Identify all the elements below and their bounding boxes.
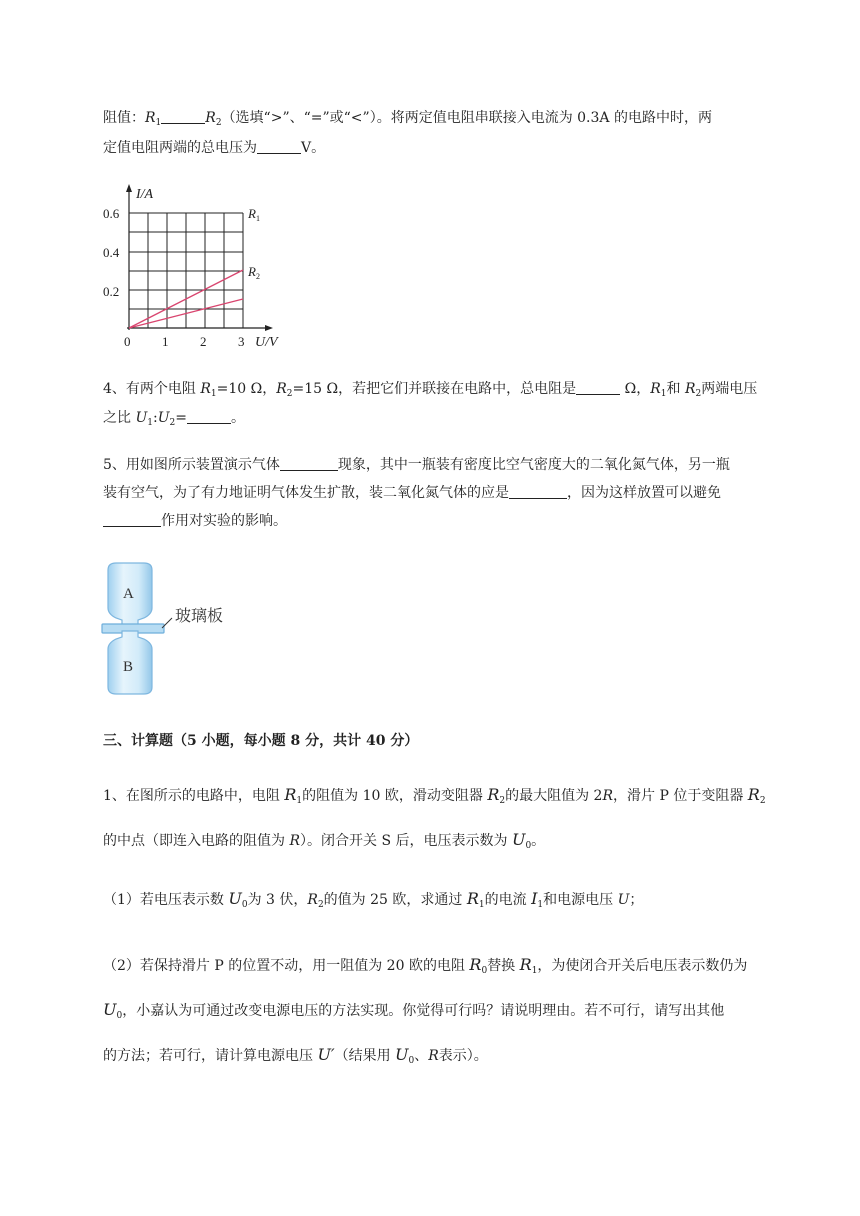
r2-symbol: R bbox=[205, 110, 216, 126]
y-axis-arrow bbox=[126, 184, 132, 192]
x-tick-3: 3 bbox=[238, 334, 245, 349]
q4-line-2: 之比 $U_1:U_2=$ 。 bbox=[103, 410, 245, 428]
answer-blank[interactable] bbox=[187, 409, 231, 424]
y-tick-0-6: 0.6 bbox=[103, 206, 120, 221]
section-heading: 三、计算题（5 小题，每小题 8 分，共计 40 分） bbox=[103, 733, 419, 749]
q5-line-2: 装有空气，为了有力地证明气体发生扩散，装二氧化氮气体的应是 ，因为这样放置可以避免 bbox=[103, 485, 721, 501]
x-axis-arrow bbox=[265, 325, 273, 331]
calc1-part-2-line-2: $U_0$，小嘉认为可通过改变电源电压的方法实现。你觉得可行吗？请说明理由。若不可行，请写出其他 bbox=[103, 1000, 725, 1021]
answer-blank[interactable] bbox=[103, 512, 161, 527]
q5-line-3: 作用对实验的影响。 bbox=[103, 511, 287, 531]
x-tick-1: 1 bbox=[162, 334, 169, 349]
calc1-part-2-line-1: （2）若保持滑片 P 的位置不动，用一阻值为 20 欧的电阻 $R_0$替换 $R_1$，为使闭合开关后电压表示数仍为 bbox=[103, 955, 748, 976]
iu-graph bbox=[98, 180, 298, 355]
x-tick-0: 0 bbox=[124, 334, 131, 349]
calc1-line-1: 1、在图所示的电路中，电阻 $R_1$的阻值为 10 欧，滑动变阻器 $R_2$的最大阻值为 2R，滑片 P 位于变阻器 $R_2$ bbox=[103, 785, 766, 806]
plate-leader-line bbox=[162, 618, 172, 628]
q4-line-1: 4、有两个电阻 $R_1=10$ Ω，$R_2=15$ Ω，若把它们并联接在电路中，总电阻是 Ω，$R_1$和 $R_2$两端电压 bbox=[103, 381, 758, 399]
x-tick-2: 2 bbox=[200, 334, 207, 349]
answer-blank[interactable] bbox=[280, 456, 338, 471]
q3-line-1: 阻值：$R_1$ $R_2$（选填“>”、“=”或“<”）。将两定值电阻串联接入电流为 0.3A 的电路中时，两 bbox=[103, 110, 712, 128]
x-axis-label: U/V bbox=[255, 335, 278, 350]
gas-bottles-diagram bbox=[96, 558, 246, 698]
answer-blank[interactable] bbox=[257, 139, 301, 154]
graph-grid bbox=[129, 213, 243, 328]
q3-line-2: 定值电阻两端的总电压为 V。 bbox=[103, 140, 326, 156]
bottle-a-label: A bbox=[123, 586, 134, 602]
answer-blank[interactable] bbox=[161, 109, 205, 124]
y-tick-0-2: 0.2 bbox=[103, 284, 120, 299]
answer-blank[interactable] bbox=[509, 484, 567, 499]
series-label-r2: $R_2$ bbox=[248, 264, 260, 281]
calc1-part-2-line-3: 的方法；若可行，请计算电源电压 U′（结果用 $U_0$、R表示）。 bbox=[103, 1045, 488, 1066]
calc1-line-2: 的中点（即连入电路的阻值为 R）。闭合开关 S 后，电压表示数为 $U_0$。 bbox=[103, 830, 546, 851]
bottle-b-label: B bbox=[123, 659, 134, 675]
calc1-part-1: （1）若电压表示数 $U_0$为 3 伏，$R_2$的值为 25 欧，求通过 $R_1$的电流 $I_1$和电源电压 U； bbox=[103, 889, 644, 910]
glass-plate-label: 玻璃板 bbox=[175, 606, 224, 625]
q5-line-1: 5、用如图所示装置演示气体 现象，其中一瓶装有密度比空气密度大的二氧化氮气体，另一瓶 bbox=[103, 457, 730, 473]
y-tick-0-4: 0.4 bbox=[103, 245, 120, 260]
r1-symbol: R bbox=[145, 110, 156, 126]
series-label-r1: $R_1$ bbox=[248, 206, 260, 223]
y-axis-label: I/A bbox=[136, 187, 154, 202]
answer-blank[interactable] bbox=[576, 380, 620, 395]
